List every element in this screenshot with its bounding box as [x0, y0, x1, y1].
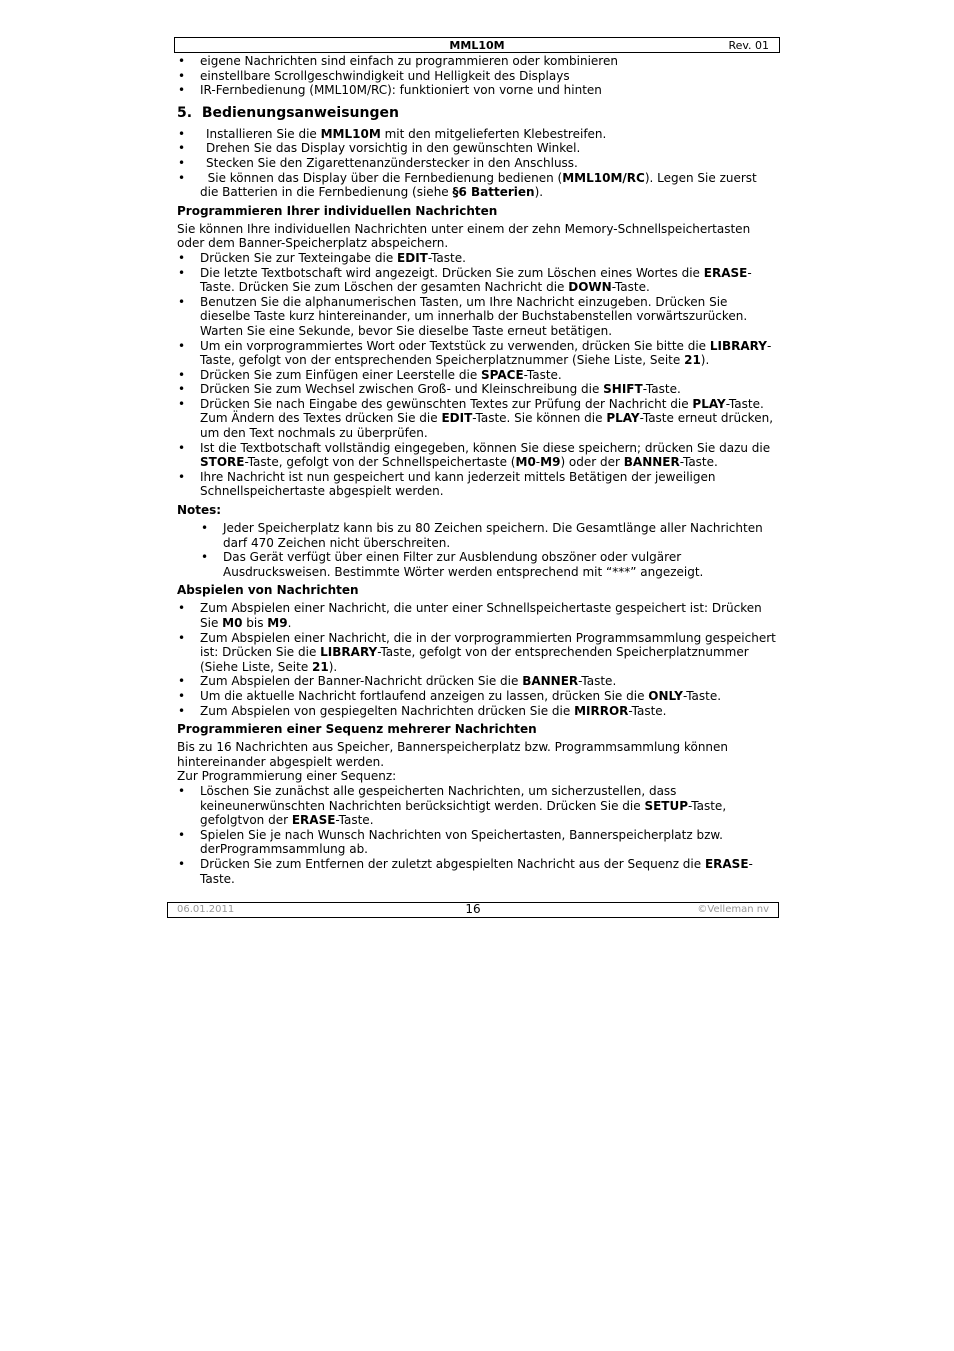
- list-item: • Das Gerät verfügt über einen Filter zur Ausblendung obszöner oder vulgärer Ausdrucksweisen. Bestimmte Wörter werden entsprechend mit “***” angezeigt.: [177, 550, 777, 579]
- page-footer: [167, 902, 779, 918]
- list-item: • Ihre Nachricht ist nun gespeichert und kann jederzeit mittels Betätigen der jeweiligen Schnellspeichertaste abgespielt werden.: [177, 470, 777, 499]
- list-item: • Zum Abspielen von gespiegelten Nachrichten drücken Sie die MIRROR-Taste.: [177, 704, 777, 719]
- list-item: • Sie können das Display über die Fernbedienung bedienen (MML10M/RC). Legen Sie zuerst die Batterien in die Fernbedienung (siehe §6 Batterien).: [177, 171, 777, 200]
- list-item: • Zum Abspielen einer Nachricht, die in der vorprogrammierten Programmsammlung gespeichert ist: Drücken Sie die LIBRARY-Taste, gefolgt von der entsprechenden Speicherplatznummer (Siehe Liste, Seite 21).: [177, 631, 777, 675]
- notes-list: [177, 521, 777, 579]
- list-item: • Installieren Sie die MML10M mit den mitgelieferten Klebestreifen.: [178, 126, 607, 141]
- list-item: • Stecken Sie den Zigarettenanzünderstecker in den Anschluss.: [178, 155, 578, 170]
- list-item: • eigene Nachrichten sind einfach zu programmieren oder kombinieren: [177, 54, 777, 69]
- paragraph: Zur Programmierung einer Sequenz:: [177, 769, 397, 784]
- list-item: • Drehen Sie das Display vorsichtig in den gewünschten Winkel.: [178, 141, 581, 156]
- page-header: [174, 37, 780, 53]
- list-item: • Um die aktuelle Nachricht fortlaufend anzeigen zu lassen, drücken Sie die ONLY-Taste.: [177, 689, 777, 704]
- list-item: • Um ein vorprogrammiertes Wort oder Textstück zu verwenden, drücken Sie bitte die LIBRARY-Taste, gefolgt von der entsprechenden Speicherplatznummer (Siehe Liste, Seite 21).: [177, 339, 777, 368]
- notes-heading: Notes:: [177, 503, 222, 518]
- intro-list: [177, 54, 777, 98]
- list-item: • einstellbare Scrollgeschwindigkeit und Helligkeit des Displays: [177, 69, 777, 84]
- list-item: • Drücken Sie zum Entfernen der zuletzt abgespielten Nachricht aus der Sequenz die ERASE-Taste.: [177, 857, 777, 886]
- list-item: • Jeder Speicherplatz kann bis zu 80 Zeichen speichern. Die Gesamtlänge aller Nachrichten darf 470 Zeichen nicht überschreiten.: [177, 521, 777, 550]
- list-item: • Drücken Sie zur Texteingabe die EDIT-Taste.: [177, 251, 777, 266]
- page-content: [177, 54, 777, 886]
- subsection-heading: Programmieren Ihrer individuellen Nachrichten: [177, 203, 498, 218]
- subsection-heading: Abspielen von Nachrichten: [177, 583, 359, 598]
- model-name: MML10M: [449, 39, 505, 52]
- footer-copyright: ©Velleman nv: [697, 904, 769, 915]
- list-item: • Drücken Sie zum Wechsel zwischen Groß- und Kleinschreibung die SHIFT-Taste.: [177, 382, 777, 397]
- list-item: • Spielen Sie je nach Wunsch Nachrichten von Speichertasten, Bannerspeicherplatz bzw. derProgrammsammlung ab.: [177, 828, 777, 857]
- list-item: • Drücken Sie nach Eingabe des gewünschten Textes zur Prüfung der Nachricht die PLAY-Taste. Zum Ändern des Textes drücken Sie die EDIT-Taste. Sie können die PLAY-Taste erneut drücken, um den Text nochmals zu überprüfen.: [177, 397, 777, 441]
- list-item: • Zum Abspielen der Banner-Nachricht drücken Sie die BANNER-Taste.: [177, 674, 777, 689]
- list-item: • IR-Fernbedienung (MML10M/RC): funktioniert von vorne und hinten: [177, 83, 777, 98]
- playback-list: [177, 601, 777, 718]
- list-item: • Benutzen Sie die alphanumerischen Tasten, um Ihre Nachricht einzugeben. Drücken Sie dieselbe Taste kurz hintereinander, um innerhalb der Buchstabenstellen vorwärtszurücken. Warten Sie eine Sekunde, bevor Sie dieselbe Taste erneut betätigen.: [177, 295, 777, 339]
- page-number: 16: [465, 902, 481, 916]
- list-item: • Ist die Textbotschaft vollständig eingegeben, können Sie diese speichern; drücken Sie dazu die STORE-Taste, gefolgt von der Schnellspeichertaste (M0-M9) oder der BANNER-Taste.: [177, 441, 777, 470]
- list-item: • Die letzte Textbotschaft wird angezeigt. Drücken Sie zum Löschen eines Wortes die ERASE-Taste. Drücken Sie zum Löschen der gesamten Nachricht die DOWN-Taste.: [177, 266, 777, 295]
- section-heading: 5. Bedienungsanweisungen: [177, 104, 399, 121]
- paragraph: Bis zu 16 Nachrichten aus Speicher, Bannerspeicherplatz bzw. Programmsammlung können hintereinander abgespielt werden.: [177, 740, 729, 769]
- list-item: • Zum Abspielen einer Nachricht, die unter einer Schnellspeichertaste gespeichert ist: Drücken Sie M0 bis M9.: [177, 601, 777, 630]
- list-item: • Drücken Sie zum Einfügen einer Leerstelle die SPACE-Taste.: [177, 368, 777, 383]
- revision: Rev. 01: [728, 39, 769, 52]
- sequence-list: [177, 784, 777, 886]
- paragraph: Sie können Ihre individuellen Nachrichten unter einem der zehn Memory-Schnellspeichertasten oder dem Banner-Speicherplatz abspeichern.: [177, 221, 751, 251]
- footer-date: 06.01.2011: [177, 904, 235, 915]
- subsection-heading: Programmieren einer Sequenz mehrerer Nachrichten: [177, 722, 537, 737]
- programming-list: [177, 251, 777, 499]
- list-item: • Löschen Sie zunächst alle gespeicherten Nachrichten, um sicherzustellen, dass keineunerwünschten Nachrichten berücksichtigt werden. Drücken Sie die SETUP-Taste, gefolgtvon der ERASE-Taste.: [177, 784, 777, 828]
- operation-list: [177, 127, 777, 200]
